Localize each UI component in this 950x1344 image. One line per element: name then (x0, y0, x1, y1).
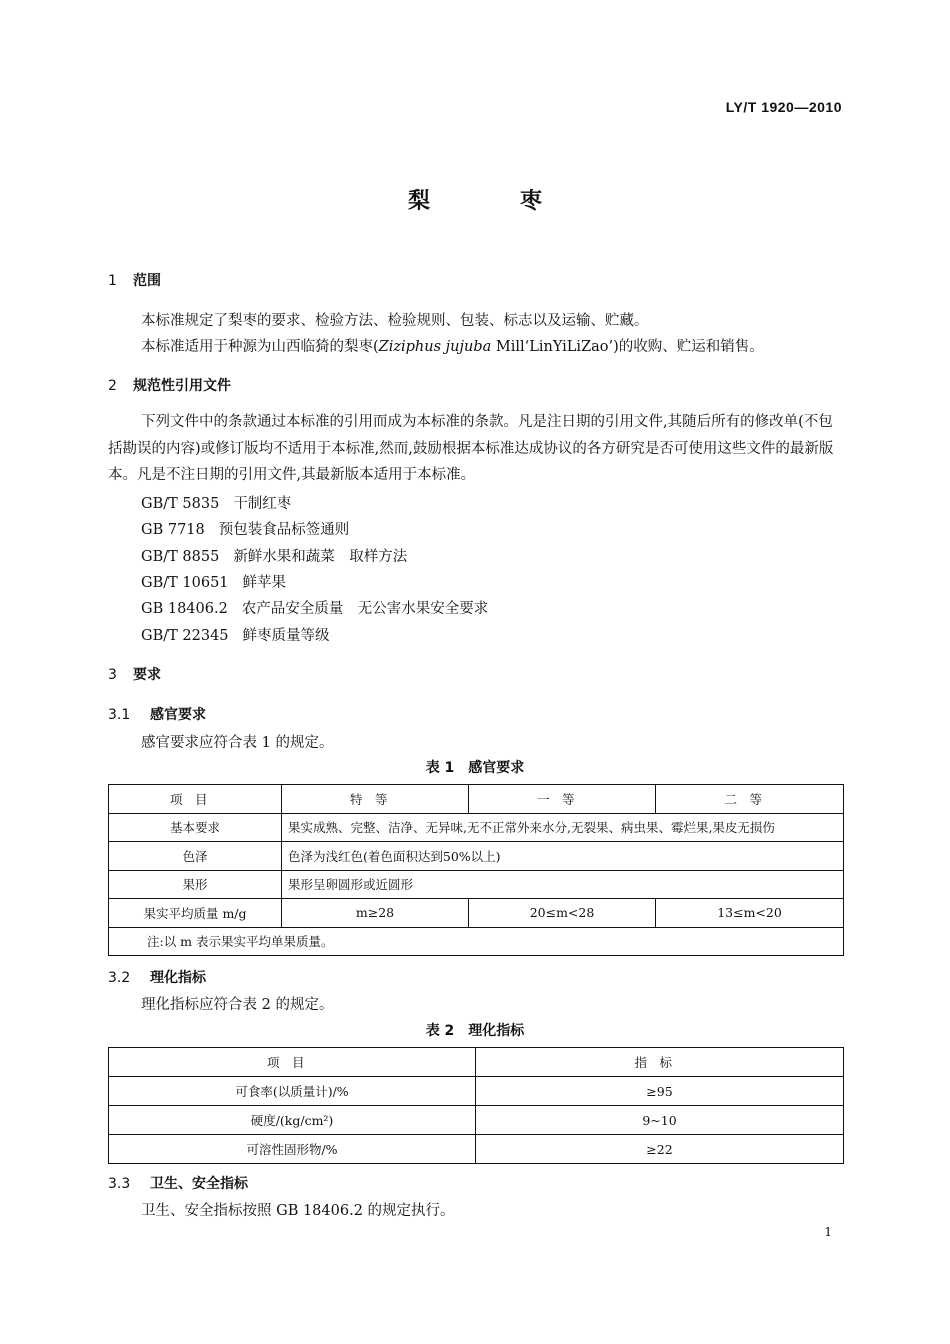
table-header-row (109, 1048, 844, 1077)
section-number: 2 (108, 378, 117, 394)
section-number: 3.1 (108, 707, 131, 723)
header-cell: 二等 (656, 785, 844, 814)
reference-item (141, 518, 349, 539)
table-2-physicochemical (108, 1047, 844, 1164)
section-title: 规范性引用文件 (133, 378, 231, 394)
reference-name: 预包装食品标签通则 (218, 522, 350, 538)
section-2-intro: 下列文件中的条款通过本标准的引用而成为本标准的条款。凡是注日期的引用文件,其随后所有的修改单(不包括勘误的内容)或修订版均不适用于本标准,然而,鼓励根据本标准达成协议的各方研究是否可使用这些文件的最新版本。凡是不注日期的引用文件,其最新版本适用于本标准。 (108, 414, 834, 483)
row-label: 基本要求 (109, 813, 282, 842)
section-title: 感官要求 (150, 707, 206, 723)
row-value: 果形呈卵圆形或近圆形 (282, 870, 844, 899)
latin-name: Ziziphus jujuba (378, 339, 492, 355)
title-char-1: 梨 (407, 189, 430, 214)
section-title: 卫生、安全指标 (150, 1176, 248, 1192)
reference-name: 干制红枣 (233, 496, 292, 512)
reference-name: 鲜苹果 (242, 575, 287, 591)
section-title: 理化指标 (150, 970, 206, 986)
section-1-paragraph-1: 本标准规定了梨枣的要求、检验方法、检验规则、包装、标志以及运输、贮藏。 (141, 313, 649, 329)
row-label: 果形 (109, 870, 282, 899)
p2-post: Mill‘LinYiLiZao’)的收购、贮运和销售。 (491, 339, 764, 355)
section-3-1-heading (108, 704, 206, 724)
section-3-3-text: 卫生、安全指标按照 GB 18406.2 的规定执行。 (141, 1203, 455, 1219)
reference-item (141, 492, 291, 513)
page-title (0, 184, 950, 215)
section-title: 范围 (133, 273, 161, 289)
table-row (109, 899, 844, 928)
table-row (109, 1106, 844, 1135)
row-label: 果实平均质量 m/g (109, 899, 282, 928)
header-cell: 特等 (282, 785, 469, 814)
row-value: ≥22 (476, 1135, 844, 1164)
reference-item (141, 571, 286, 592)
table-row (109, 813, 844, 842)
reference-code: GB 18406.2 (141, 601, 228, 617)
row-label: 硬度/(kg/cm²) (109, 1106, 476, 1135)
section-number: 1 (108, 273, 117, 289)
section-number: 3.2 (108, 970, 131, 986)
section-number: 3 (108, 667, 117, 683)
table-row (109, 1135, 844, 1164)
row-label: 色泽 (109, 842, 282, 871)
title-char-2: 枣 (520, 189, 543, 214)
reference-code: GB/T 10651 (141, 575, 229, 591)
section-title: 要求 (133, 667, 161, 683)
grade-first-value: 20≤m<28 (469, 899, 656, 928)
section-3-2-text: 理化指标应符合表 2 的规定。 (141, 997, 334, 1013)
reference-code: GB/T 8855 (141, 549, 220, 565)
table-note-row (109, 927, 844, 956)
standard-code: LY/T 1920—2010 (725, 99, 842, 115)
p2-pre: 本标准适用于种源为山西临猗的梨枣( (141, 339, 379, 355)
header-cell: 一等 (469, 785, 656, 814)
section-3-2-heading (108, 967, 206, 987)
row-label: 可溶性固形物/% (109, 1135, 476, 1164)
section-1-paragraph-2 (141, 335, 764, 356)
section-1-heading (108, 270, 161, 290)
reference-item (141, 597, 488, 618)
header-cell: 项目 (109, 785, 282, 814)
page-number: 1 (824, 1225, 832, 1239)
reference-name: 农产品安全质量 无公害水果安全要求 (241, 601, 489, 617)
row-value: 色泽为浅红色(着色面积达到50%以上) (282, 842, 844, 871)
grade-special-value: m≥28 (282, 899, 469, 928)
table-2-caption: 表 2 理化指标 (425, 1023, 525, 1039)
row-value: 9~10 (476, 1106, 844, 1135)
section-number: 3.3 (108, 1176, 131, 1192)
table-row (109, 842, 844, 871)
table-row (109, 1077, 844, 1106)
header-cell: 指标 (476, 1048, 844, 1077)
row-label: 可食率(以质量计)/% (109, 1077, 476, 1106)
reference-code: GB/T 5835 (141, 496, 220, 512)
table-1-sensory (108, 784, 844, 956)
reference-item (141, 545, 407, 566)
reference-name: 新鲜水果和蔬菜 取样方法 (233, 549, 408, 565)
section-3-heading (108, 664, 161, 684)
reference-code: GB 7718 (141, 522, 205, 538)
grade-second-value: 13≤m<20 (656, 899, 844, 928)
reference-item (141, 624, 330, 645)
reference-code: GB/T 22345 (141, 628, 229, 644)
table-1-caption: 表 1 感官要求 (425, 760, 525, 776)
section-2-heading (108, 375, 231, 395)
table-note: 注:以 m 表示果实平均单果质量。 (109, 927, 844, 956)
section-3-1-text: 感官要求应符合表 1 的规定。 (141, 735, 334, 751)
table-row (109, 870, 844, 899)
table-header-row (109, 785, 844, 814)
reference-name: 鲜枣质量等级 (242, 628, 330, 644)
row-value: ≥95 (476, 1077, 844, 1106)
section-3-3-heading (108, 1173, 248, 1193)
header-cell: 项目 (109, 1048, 476, 1077)
row-value: 果实成熟、完整、洁净、无异味,无不正常外来水分,无裂果、病虫果、霉烂果,果皮无损伤 (282, 813, 844, 842)
